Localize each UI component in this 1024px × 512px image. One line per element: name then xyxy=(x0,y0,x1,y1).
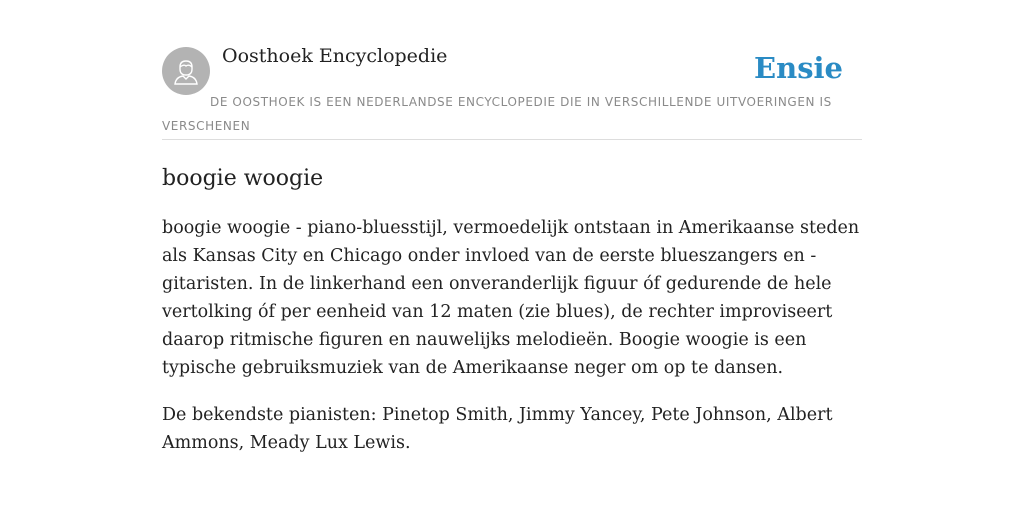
page-content xyxy=(162,0,862,476)
entry-body xyxy=(162,214,862,457)
entry-title: boogie woogie xyxy=(162,166,324,191)
user-icon xyxy=(171,56,201,86)
source-description: DE OOSTHOEK IS EEN NEDERLANDSE ENCYCLOPEDIE DIE IN VERSCHILLENDE UITVOERINGEN IS VERSCHENEN xyxy=(162,95,832,133)
entry-paragraph: De bekendste pianisten: Pinetop Smith, Jimmy Yancey, Pete Johnson, Albert Ammons, Meady Lux Lewis. xyxy=(162,405,833,453)
source-avatar[interactable] xyxy=(162,47,210,95)
source-title[interactable]: Oosthoek Encyclopedie xyxy=(222,45,448,67)
entry-paragraph: boogie woogie - piano-bluesstijl, vermoedelijk ontstaan in Amerikaanse steden als Kansas City en Chicago onder invloed van de eerste blueszangers en -gitaristen. In de linkerhand een onveranderlijk figuur óf gedurende de hele vertolking óf per eenheid van 12 maten (zie blues), de rechter improviseert daarop ritmische figuren en nauwelijks melodieën. Boogie woogie is een typische gebruiksmuziek van de Amerikaanse neger om op te dansen. xyxy=(162,218,860,378)
brand-logo[interactable]: Ensie xyxy=(754,51,843,85)
source-header xyxy=(162,0,862,140)
